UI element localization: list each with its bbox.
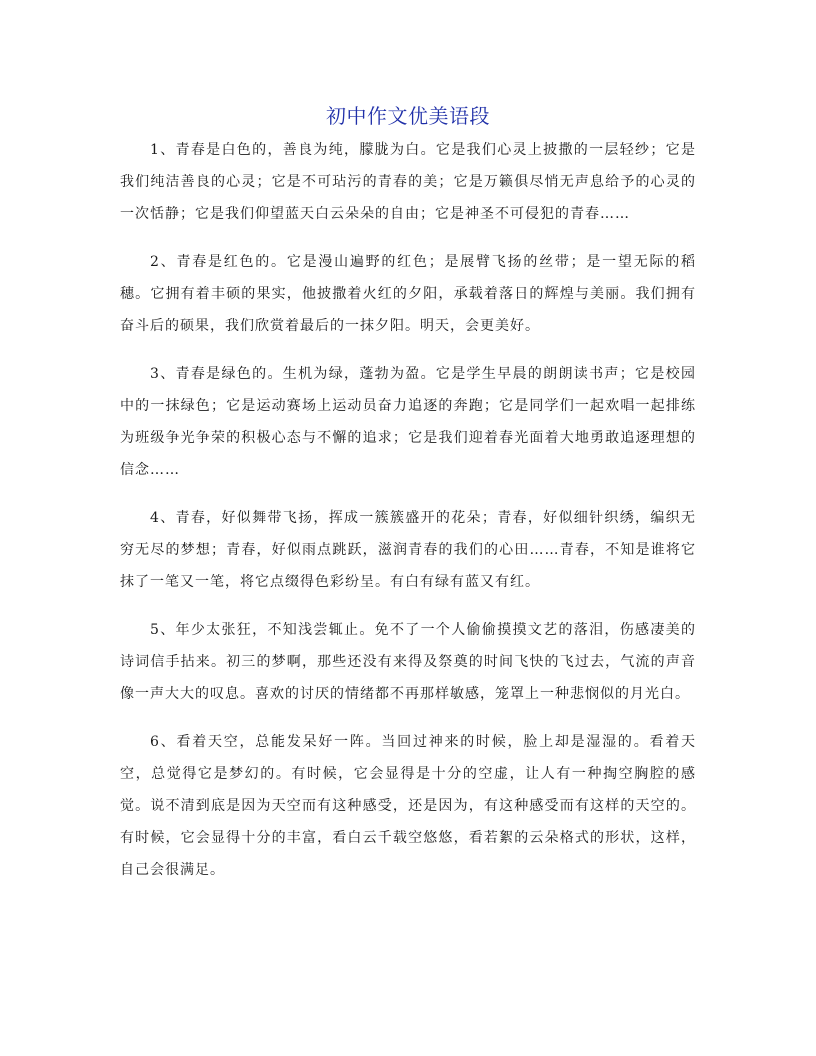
- paragraph-4: 4、青春，好似舞带飞扬，挥成一簇簇盛开的花朵；青春，好似细针织绣，编织无穷无尽的梦想；青春，好似雨点跳跃，滋润青春的我们的心田……青春，不知是谁将它抹了一笔又一笔，将它点缀得色彩纷呈。有白有绿有蓝又有红。: [120, 510, 696, 590]
- paragraph-1: 1、青春是白色的，善良为纯，朦胧为白。它是我们心灵上披撒的一层轻纱；它是我们纯洁善良的心灵；它是不可玷污的青春的美；它是万籁俱尽悄无声息给予的心灵的一次恬静；它是我们仰望蓝天白云朵朵的自由；它是神圣不可侵犯的青春……: [120, 142, 696, 222]
- paragraph-2: 2、青春是红色的。它是漫山遍野的红色；是展臂飞扬的丝带；是一望无际的稻穗。它拥有着丰硕的果实，他披撒着火红的夕阳，承载着落日的辉煌与美丽。我们拥有奋斗后的硕果，我们欣赏着最后的一抹夕阳。明天，会更美好。: [120, 254, 696, 334]
- paragraph-3: 3、青春是绿色的。生机为绿，蓬勃为盈。它是学生早晨的朗朗读书声；它是校园中的一抹绿色；它是运动赛场上运动员奋力追逐的奔跑；它是同学们一起欢唱一起排练为班级争光争荣的积极心态与不懈的追求；它是我们迎着春光面着大地勇敢追逐理想的信念……: [120, 366, 696, 478]
- document-title: 初中作文优美语段: [326, 104, 490, 128]
- paragraph-5: 5、年少太张狂，不知浅尝辄止。免不了一个人偷偷摸摸文艺的落泪，伤感凄美的诗词信手拈来。初三的梦啊，那些还没有来得及祭奠的时间飞快的飞过去，气流的声音像一声大大的叹息。喜欢的讨厌的情绪都不再那样敏感，笼罩上一种悲悯似的月光白。: [120, 622, 696, 702]
- document-body: [120, 134, 696, 902]
- paragraph-6: 6、看着天空，总能发呆好一阵。当回过神来的时候，脸上却是湿湿的。看着天空，总觉得它是梦幻的。有时候，它会显得是十分的空虚，让人有一种掏空胸腔的感觉。说不清到底是因为天空而有这种感受，还是因为，有这种感受而有这样的天空的。有时候，它会显得十分的丰富，看白云千载空悠悠，看若絮的云朵格式的形状，这样，自己会很满足。: [120, 734, 696, 878]
